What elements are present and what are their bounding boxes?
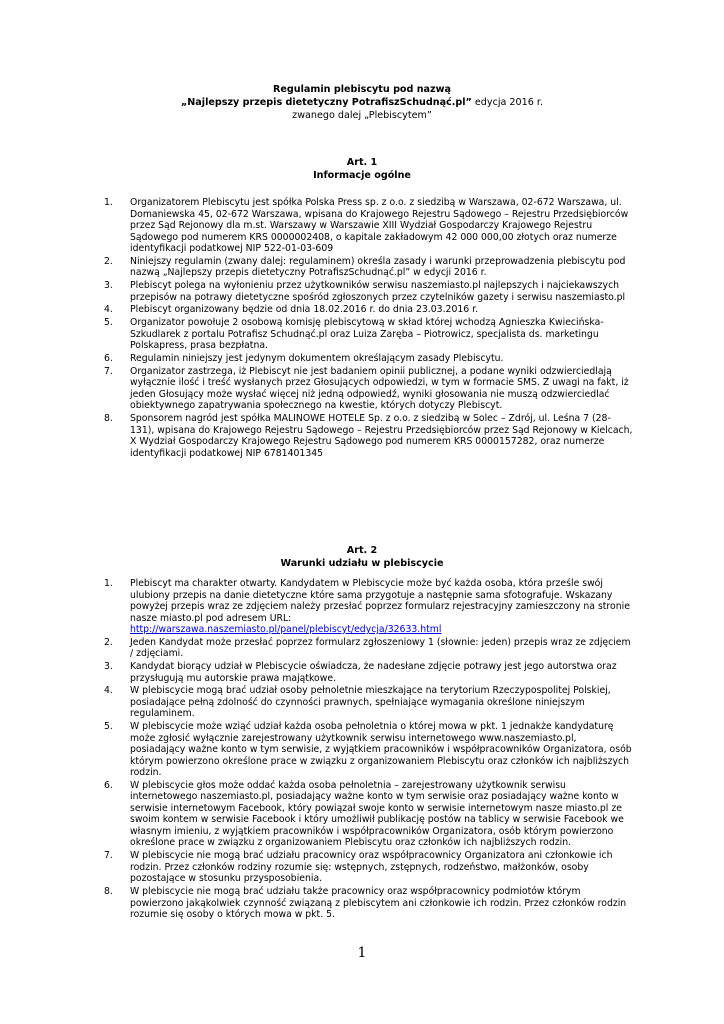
page-number: 1 xyxy=(357,945,367,961)
art2-number: Art. 2 xyxy=(346,545,378,556)
list-item: 4. Plebiscyt organizowany będzie od dnia 18.02.2016 r. do dnia 23.03.2016 r. xyxy=(104,304,479,316)
list-item: 3. Plebiscyt polega na wyłonieniu przez użytkowników serwisu naszemiasto.pl najlepszych i najciekawszych przepisów na potrawy dietetyczne spośród zgłoszonych przez czytelników gazety i serwisu naszemiasto.pl xyxy=(104,280,626,303)
title-contest-name: „Najlepszy przepis dietetyczny PotrafiszSchudnąć.pl” xyxy=(180,97,472,108)
list-item: 4. W plebiscycie mogą brać udział osoby pełnoletnie mieszkające na terytorium Rzeczypospolitej Polskiej, posiadające pełną zdolność do czynności prawnych, spełniające wymagania określone niniejszym regulaminem. xyxy=(104,685,611,720)
list-item: 2. Jeden Kandydat może przesłać poprzez formularz zgłoszeniowy 1 (słownie: jeden) przepis wraz ze zdjęciem / zdjęciami. xyxy=(104,636,631,660)
list-item: 8. Sponsorem nagród jest spółka MALINOWE HOTELE Sp. z o.o. z siedzibą w Solec – Zdrój, ul. Leśna 7 (28-131), wpisana do Krajowego Rejestru Sądowego – Rejestru Przedsiębiorców przez Sąd Rejonowy w Kielcach, X Wydział Gospodarczy Krajowego Rejestru Sądowego pod numerem KRS 0000157282, oraz numerze identyfikacji podatkowej NIP 6781401345 xyxy=(104,413,633,459)
title-line-1: Regulamin plebiscytu pod nazwą xyxy=(273,84,451,95)
list-item: 6. W plebiscycie głos może oddać każda osoba pełnoletnia – zarejestrowany użytkownik serwisu internetowego naszemiasto.pl, posiadający ważne konto w tym serwisie oraz posiadający ważne konto w serwisie internetowym Facebook, który powiązał swoje konto w serwisie internetowym nasze miasto.pl ze swoim kontem w serwisie Facebook i który umożliwił publikację postów na tablicy w serwisie Facebook we własnym imieniu, z wyjątkiem pracowników i współpracowników Organizatora, osób którym powierzono określone prace w związku z organizowaniem Plebiscytu oraz członków ich najbliższych rodzin. xyxy=(104,779,624,849)
art1-list xyxy=(104,197,634,460)
list-item: 1. Plebiscyt ma charakter otwarty. Kandydatem w Plebiscycie może być każda osoba, która prześle swój ulubiony przepis na danie dietetyczne które sama przygotuje a następnie sama sfotografuje. Wskazany powyżej przepis wraz ze zdjęciem należy przesłać poprzez formularz rejestracyjny zamieszczony na stronie nasze miasto.pl pod adresem URL: http://warszawa.naszemiasto.pl/panel/plebiscyt/edycja/32633.html xyxy=(104,578,630,635)
title-edition: edycja 2016 r. xyxy=(471,97,544,108)
list-item: 2. Niniejszy regulamin (zwany dalej: regulaminem) określa zasady i warunki przeprowadzenia plebiscytu pod nazwą „Najlepszy przepis dietetyczny PotrafiszSchudnąć.pl” w edycji 2016 r. xyxy=(104,255,626,279)
list-item: 5. W plebiscycie może wziąć udział każda osoba pełnoletnia o której mowa w pkt. 1 jednakże kandydaturę może zgłosić wyłącznie zarejestrowany użytkownik serwisu internetowego www.naszemiasto.pl, posiadający ważne konto w tym serwisie, z wyjątkiem pracowników i współpracowników Organizatora, osób którym powierzono określone prace w związku z organizowaniem Plebiscytu oraz członków ich najbliższych rodzin. xyxy=(104,721,632,779)
art1-number: Art. 1 xyxy=(346,157,378,168)
list-item: 6. Regulamin niniejszy jest jedynym dokumentem określającym zasady Plebiscytu. xyxy=(104,352,504,364)
art1-heading xyxy=(0,156,724,182)
list-item: 5. Organizator powołuje 2 osobową komisję plebiscytową w skład której wchodzą Agnieszka Kwiecińska-Szkudlarek z portalu Potrafisz Schudnąć.pl oraz Luiza Zaręba – Piotrowicz, specjalista ds. marketingu Polskapress, prasa bezpłatna. xyxy=(104,317,604,352)
document-title xyxy=(0,83,724,122)
art2-heading xyxy=(0,544,724,570)
title-line-2 xyxy=(0,96,724,109)
list-item: 1. Organizatorem Plebiscytu jest spółka Polska Press sp. z o.o. z siedzibą w Warszawa, 02-672 Warszawa, ul. Domaniewska 45, 02-672 Warszawa, wpisana do Krajowego Rejestru Sądowego – Rejestru Przedsiębiorców przez Sąd Rejonowy dla m.st. Warszawy w Warszawie XIII Wydział Gospodarczy Krajowego Rejestru Sądowego pod numerem KRS 0000002408, o kapitale zakładowym 42 000 000,00 złotych oraz numerze identyfikacji podatkowej NIP 522-01-03-609 xyxy=(104,197,629,254)
list-item: 7. W plebiscycie nie mogą brać udziału pracownicy oraz współpracownicy Organizatora ani członkowie ich rodzin. Przez członków rodziny rozumie się: wstępnych, zstępnych, rodzeństwo, małżonków, osoby pozostające w stosunku przysposobienia. xyxy=(104,850,613,885)
list-item: 3. Kandydat biorący udział w Plebiscycie oświadcza, że nadesłane zdjęcie potrawy jest jego autorstwa oraz przysługują mu autorskie prawa majątkowe. xyxy=(104,661,617,684)
art2-list xyxy=(104,578,634,922)
registration-form-link[interactable]: http://warszawa.naszemiasto.pl/panel/plebiscyt/edycja/32633.html xyxy=(130,624,442,635)
art2-title: Warunki udziału w plebiscycie xyxy=(280,558,444,569)
list-item: 8. W plebiscycie nie mogą brać udziału także pracownicy oraz współpracownicy podmiotów którym powierzono jakąkolwiek czynność związaną z plebiscytem ani członkowie ich rodzin. Przez członków rodzin rozumie się osoby o których mowa w pkt. 5. xyxy=(104,886,627,921)
title-line-3: zwanego dalej „Plebiscytem” xyxy=(292,110,432,121)
list-item: 7. Organizator zastrzega, iż Plebiscyt nie jest badaniem opinii publicznej, a podane wyniki odzwierciedlają wyłącznie ilość i treść wysłanych przez Głosujących odpowiedzi, w tym w formacie SMS. Z uwagi na fakt, iż jeden Głosujący może wysłać więcej niż jedną odpowiedź, wyniki głosowania nie muszą odzwierciedlać obiektywnego zapatrywania społecznego na kwestie, których dotyczy Plebiscyt. xyxy=(104,365,629,412)
art1-title: Informacje ogólne xyxy=(313,170,411,181)
